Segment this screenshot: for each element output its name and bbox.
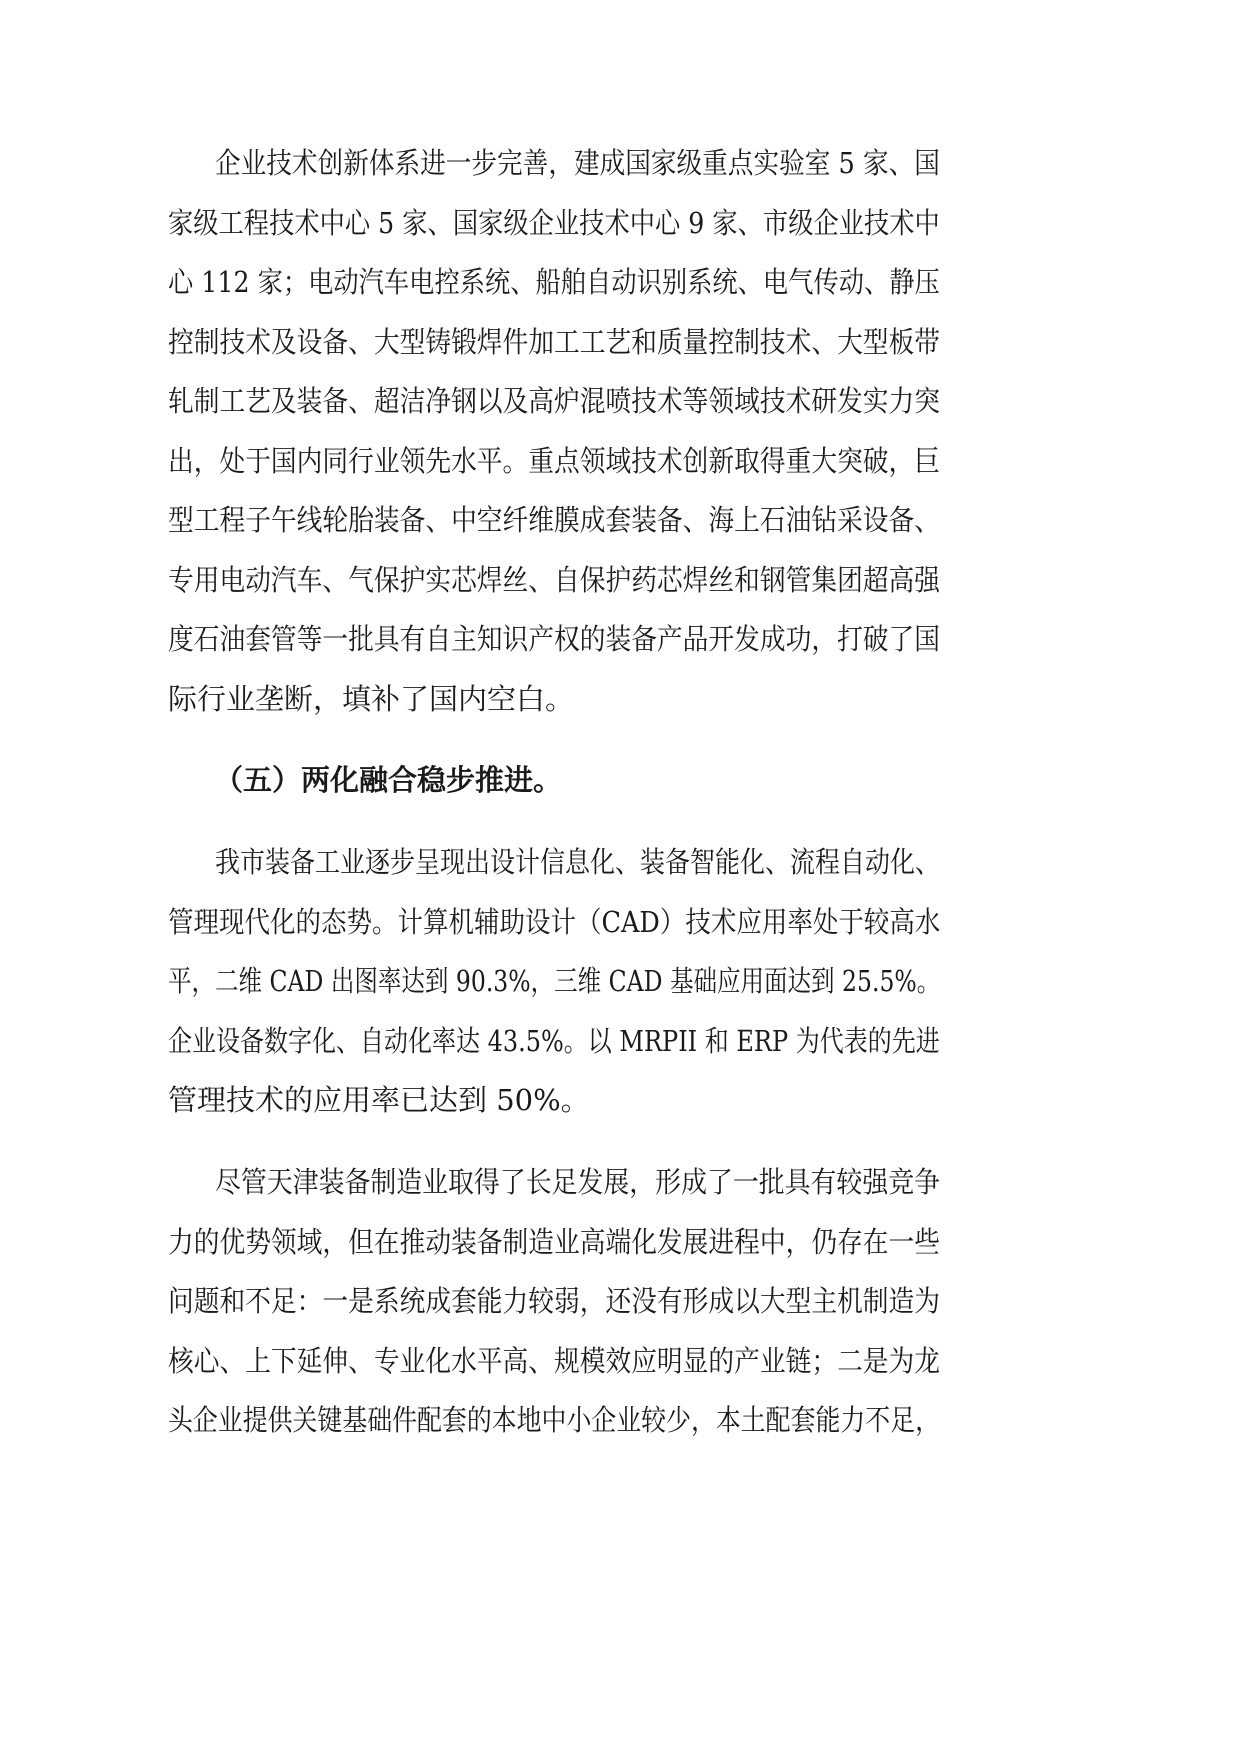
paragraph-line: 管理现代化的态势。计算机辅助设计（CAD）技术应用率处于较高水	[168, 905, 941, 939]
paragraph-line: 型工程子午线轮胎装备、中空纤维膜成套装备、海上石油钻采设备、	[168, 503, 941, 537]
paragraph-line: 我市装备工业逐步呈现出设计信息化、装备智能化、流程自动化、	[215, 845, 941, 879]
section-heading: （五）两化融合稳步推进。	[214, 763, 563, 797]
paragraph-line: 问题和不足：一是系统成套能力较弱，还没有形成以大型主机制造为	[168, 1284, 941, 1318]
paragraph-line: 力的优势领域，但在推动装备制造业高端化发展进程中，仍存在一些	[168, 1225, 941, 1259]
paragraph-line: 尽管天津装备制造业取得了长足发展，形成了一批具有较强竞争	[215, 1165, 941, 1199]
paragraph-line: 际行业垄断，填补了国内空白。	[168, 682, 575, 716]
paragraph-line: 管理技术的应用率已达到 50%。	[168, 1083, 590, 1117]
paragraph-line: 平，二维 CAD 出图率达到 90.3%，三维 CAD 基础应用面达到 25.5%。	[168, 964, 941, 998]
paragraph-line: 企业设备数字化、自动化率达 43.5%。以 MRPII 和 ERP 为代表的先进	[168, 1024, 940, 1058]
paragraph-line: 企业技术创新体系进一步完善，建成国家级重点实验室 5 家、国	[215, 146, 940, 180]
paragraph-line: 控制技术及设备、大型铸锻焊件加工工艺和质量控制技术、大型板带	[168, 325, 941, 359]
paragraph-line: 头企业提供关键基础件配套的本地中小企业较少，本土配套能力不足，	[168, 1403, 941, 1437]
paragraph-line: 家级工程技术中心 5 家、国家级企业技术中心 9 家、市级企业技术中	[168, 206, 940, 240]
paragraph-line: 专用电动汽车、气保护实芯焊丝、自保护药芯焊丝和钢管集团超高强	[168, 563, 941, 597]
paragraph-line: 度石油套管等一批具有自主知识产权的装备产品开发成功，打破了国	[168, 622, 941, 656]
paragraph-line: 核心、上下延伸、专业化水平高、规模效应明显的产业链；二是为龙	[168, 1344, 941, 1378]
paragraph-line: 心 112 家；电动汽车电控系统、船舶自动识别系统、电气传动、静压	[168, 265, 940, 299]
paragraph-line: 出，处于国内同行业领先水平。重点领域技术创新取得重大突破，巨	[168, 444, 941, 478]
paragraph-line: 轧制工艺及装备、超洁净钢以及高炉混喷技术等领域技术研发实力突	[168, 384, 941, 418]
